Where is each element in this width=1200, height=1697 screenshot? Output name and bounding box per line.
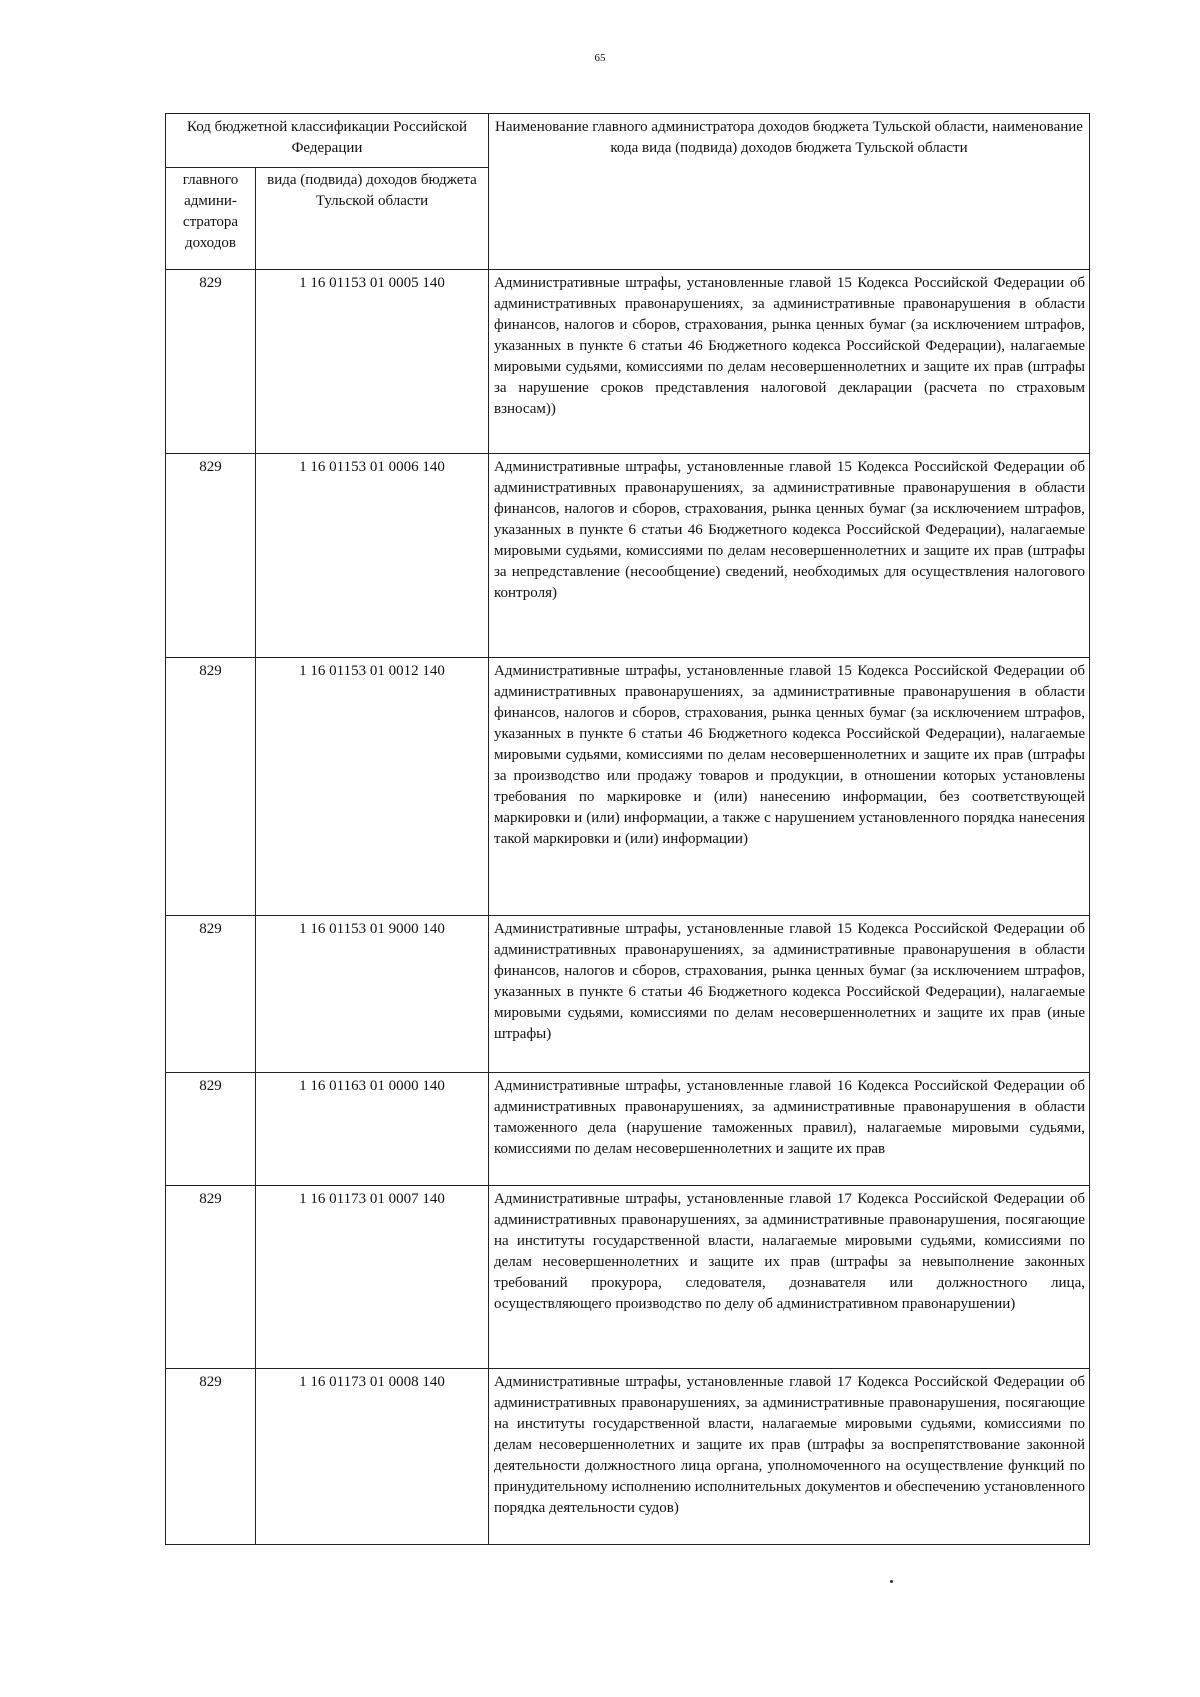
page-number: 65	[594, 52, 606, 64]
revenue-code-cell: 1 16 01153 01 9000 140	[256, 916, 489, 1073]
admin-code-cell: 829	[166, 1186, 256, 1369]
header-type-column: вида (подвида) доходов бюджета Тульской области	[256, 168, 489, 270]
revenue-name-cell: Административные штрафы, установленные главой 17 Кодекса Российской Федерации об административных правонарушениях, за административные правонарушения, посягающие на институты государственной власти, налагаемые мировыми судьями, комиссиями по делам несовершеннолетних и защите их прав (штрафы за невыполнение законных требований прокурора, следователя, дознавателя или должностного лица, осуществляющего производство по делу об административном правонарушении)	[489, 1186, 1090, 1369]
revenue-name-cell: Административные штрафы, установленные главой 15 Кодекса Российской Федерации об административных правонарушениях, за административные правонарушения в области финансов, налогов и сборов, страхования, рынка ценных бумаг (за исключением штрафов, указанных в пункте 6 статьи 46 Бюджетного кодекса Российской Федерации), налагаемые мировыми судьями, комиссиями по делам несовершеннолетних и защите их прав (штрафы за производство или продажу товаров и продукции, в отношении которых установлены требования по маркировке и (или) нанесению информации, без соответствующей маркировки и (или) информации, а также с нарушением установленного порядка нанесения такой маркировки и (или) информации)	[489, 658, 1090, 916]
table-row	[166, 1073, 1090, 1186]
header-admin-column: главного админи-стратора доходов	[166, 168, 256, 270]
revenue-code-cell: 1 16 01173 01 0008 140	[256, 1369, 489, 1545]
admin-code-cell: 829	[166, 454, 256, 658]
revenue-name-cell: Административные штрафы, установленные главой 15 Кодекса Российской Федерации об административных правонарушениях, за административные правонарушения в области финансов, налогов и сборов, страхования, рынка ценных бумаг (за исключением штрафов, указанных в пункте 6 статьи 46 Бюджетного кодекса Российской Федерации), налагаемые мировыми судьями, комиссиями по делам несовершеннолетних и защите их прав (штрафы за нарушение сроков представления налоговой декларации (расчета по страховым взносам))	[489, 270, 1090, 454]
header-group-title: Код бюджетной классификации Российской Федерации	[166, 114, 489, 168]
revenue-name-cell: Административные штрафы, установленные главой 17 Кодекса Российской Федерации об административных правонарушениях, за административные правонарушения, посягающие на институты государственной власти, налагаемые мировыми судьями, комиссиями по делам несовершеннолетних и защите их прав (штрафы за воспрепятствование законной деятельности должностного лица органа, уполномоченного на осуществление функций по принудительному исполнению исполнительных документов и обеспечению установленного порядка деятельности судов)	[489, 1369, 1090, 1545]
admin-code-cell: 829	[166, 658, 256, 916]
table-row	[166, 658, 1090, 916]
table-row	[166, 270, 1090, 454]
revenue-name-cell: Административные штрафы, установленные главой 15 Кодекса Российской Федерации об административных правонарушениях, за административные правонарушения в области финансов, налогов и сборов, страхования, рынка ценных бумаг (за исключением штрафов, указанных в пункте 6 статьи 46 Бюджетного кодекса Российской Федерации), налагаемые мировыми судьями, комиссиями по делам несовершеннолетних и защите их прав (штрафы за непредставление (несообщение) сведений, необходимых для осуществления налогового контроля)	[489, 454, 1090, 658]
revenue-code-cell: 1 16 01153 01 0012 140	[256, 658, 489, 916]
table-row	[166, 1186, 1090, 1369]
admin-code-cell: 829	[166, 1073, 256, 1186]
scan-speck	[890, 1580, 893, 1583]
admin-code-cell: 829	[166, 916, 256, 1073]
revenue-name-cell: Административные штрафы, установленные главой 16 Кодекса Российской Федерации об административных правонарушениях, за административные правонарушения в области таможенного дела (нарушение таможенных правил), налагаемые мировыми судьями, комиссиями по делам несовершеннолетних и защите их прав	[489, 1073, 1090, 1186]
revenue-name-cell: Административные штрафы, установленные главой 15 Кодекса Российской Федерации об административных правонарушениях, за административные правонарушения в области финансов, налогов и сборов, страхования, рынка ценных бумаг (за исключением штрафов, указанных в пункте 6 статьи 46 Бюджетного кодекса Российской Федерации), налагаемые мировыми судьями, комиссиями по делам несовершеннолетних и защите их прав (иные штрафы)	[489, 916, 1090, 1073]
admin-code-cell: 829	[166, 270, 256, 454]
revenue-code-cell: 1 16 01153 01 0005 140	[256, 270, 489, 454]
table-row	[166, 916, 1090, 1073]
table-row	[166, 1369, 1090, 1545]
admin-code-cell: 829	[166, 1369, 256, 1545]
header-row-top	[166, 114, 1090, 168]
revenue-code-cell: 1 16 01153 01 0006 140	[256, 454, 489, 658]
revenue-code-cell: 1 16 01163 01 0000 140	[256, 1073, 489, 1186]
budget-classification-table	[165, 113, 1090, 1545]
revenue-code-cell: 1 16 01173 01 0007 140	[256, 1186, 489, 1369]
table-row	[166, 454, 1090, 658]
header-name-column: Наименование главного администратора доходов бюджета Тульской области, наименование кода вида (подвида) доходов бюджета Тульской области	[489, 114, 1090, 270]
